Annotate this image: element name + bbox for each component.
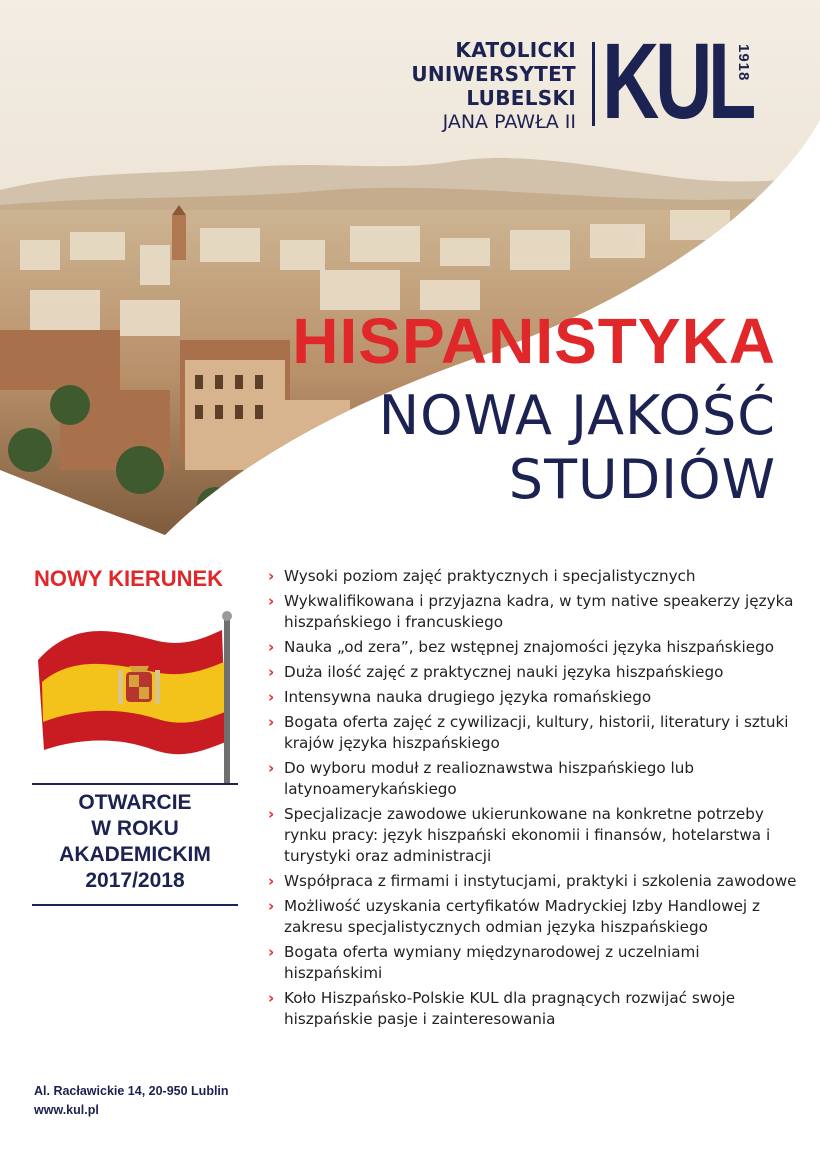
feature-text: Intensywna nauka drugiego języka romańskiego <box>284 688 652 706</box>
divider-top <box>32 783 238 785</box>
feature-item <box>268 871 798 892</box>
feature-item <box>268 712 798 754</box>
logo-line-3: LUBELSKI <box>466 86 576 110</box>
feature-text: Wykwalifikowana i przyjazna kadra, w tym native speakerzy języka hiszpańskiego i francuskiego <box>284 592 794 631</box>
feature-item <box>268 662 798 683</box>
logo-year: 1918 <box>735 44 752 82</box>
feature-item <box>268 942 798 984</box>
feature-item <box>268 591 798 633</box>
chevron-right-icon: › <box>268 688 275 706</box>
chevron-right-icon: › <box>268 805 275 823</box>
opening-line-4: 2017/2018 <box>85 869 185 892</box>
feature-text: Koło Hiszpańsko-Polskie KUL dla pragnących rozwijać swoje hiszpańskie pasje i zainteresowania <box>284 989 736 1028</box>
feature-text: Możliwość uzyskania certyfikatów Madryckiej Izby Handlowej z zakresu specjalistycznych odmian języka hiszpańskiego <box>284 897 760 936</box>
opening-line-2: W ROKU <box>91 817 179 840</box>
main-title: HISPANISTYKA <box>292 305 776 377</box>
feature-item <box>268 804 798 867</box>
feature-text: Nauka „od zera”, bez wstępnej znajomości języka hiszpańskiego <box>284 638 775 656</box>
feature-text: Do wyboru moduł z realioznawstwa hiszpańskiego lub latynoamerykańskiego <box>284 759 695 798</box>
feature-item <box>268 896 798 938</box>
feature-text: Współpraca z firmami i instytucjami, praktyki i szkolenia zawodowe <box>284 872 797 890</box>
logo-divider <box>592 42 595 126</box>
chevron-right-icon: › <box>268 638 275 656</box>
address: Al. Racławickie 14, 20-950 Lublin <box>34 1084 229 1098</box>
subtitle-line-1: NOWA JAKOŚĆ <box>378 384 776 447</box>
spain-flag-image <box>34 600 244 785</box>
logo-line-4: JANA PAWŁA II <box>442 111 576 133</box>
features-list <box>268 566 798 1034</box>
feature-item <box>268 758 798 800</box>
feature-text: Bogata oferta wymiany międzynarodowej z uczelniami hiszpańskimi <box>284 943 700 982</box>
feature-text: Specjalizacje zawodowe ukierunkowane na konkretne potrzeby rynku pracy: język hiszpański ekonomii i finansów, hotelarstwa i turystyki oraz administracji <box>284 805 771 865</box>
logo-line-2: UNIWERSYTET <box>411 62 576 86</box>
subtitle <box>379 384 776 512</box>
subtitle-line-2: STUDIÓW <box>508 448 776 511</box>
chevron-right-icon: › <box>268 759 275 777</box>
opening-notice <box>32 790 238 894</box>
chevron-right-icon: › <box>268 989 275 1007</box>
chevron-right-icon: › <box>268 943 275 961</box>
logo-line-1: KATOLICKI <box>455 38 576 62</box>
university-name <box>370 38 576 134</box>
kul-logo-text: KUL <box>602 26 755 126</box>
chevron-right-icon: › <box>268 663 275 681</box>
feature-item <box>268 637 798 658</box>
chevron-right-icon: › <box>268 897 275 915</box>
feature-text: Duża ilość zajęć z praktycznej nauki języka hiszpańskiego <box>284 663 724 681</box>
chevron-right-icon: › <box>268 592 275 610</box>
opening-line-1: OTWARCIE <box>78 791 192 814</box>
feature-item <box>268 566 798 587</box>
footer <box>34 1082 229 1120</box>
feature-item <box>268 687 798 708</box>
new-program-label: NOWY KIERUNEK <box>34 566 224 591</box>
chevron-right-icon: › <box>268 567 275 585</box>
chevron-right-icon: › <box>268 872 275 890</box>
divider-bottom <box>32 904 238 906</box>
opening-line-3: AKADEMICKIM <box>59 843 211 866</box>
feature-text: Wysoki poziom zajęć praktycznych i specjalistycznych <box>284 567 696 585</box>
feature-item <box>268 988 798 1030</box>
chevron-right-icon: › <box>268 713 275 731</box>
website-link[interactable]: www.kul.pl <box>34 1103 99 1117</box>
feature-text: Bogata oferta zajęć z cywilizacji, kultury, historii, literatury i sztuki krajów języka hiszpańskiego <box>284 713 789 752</box>
